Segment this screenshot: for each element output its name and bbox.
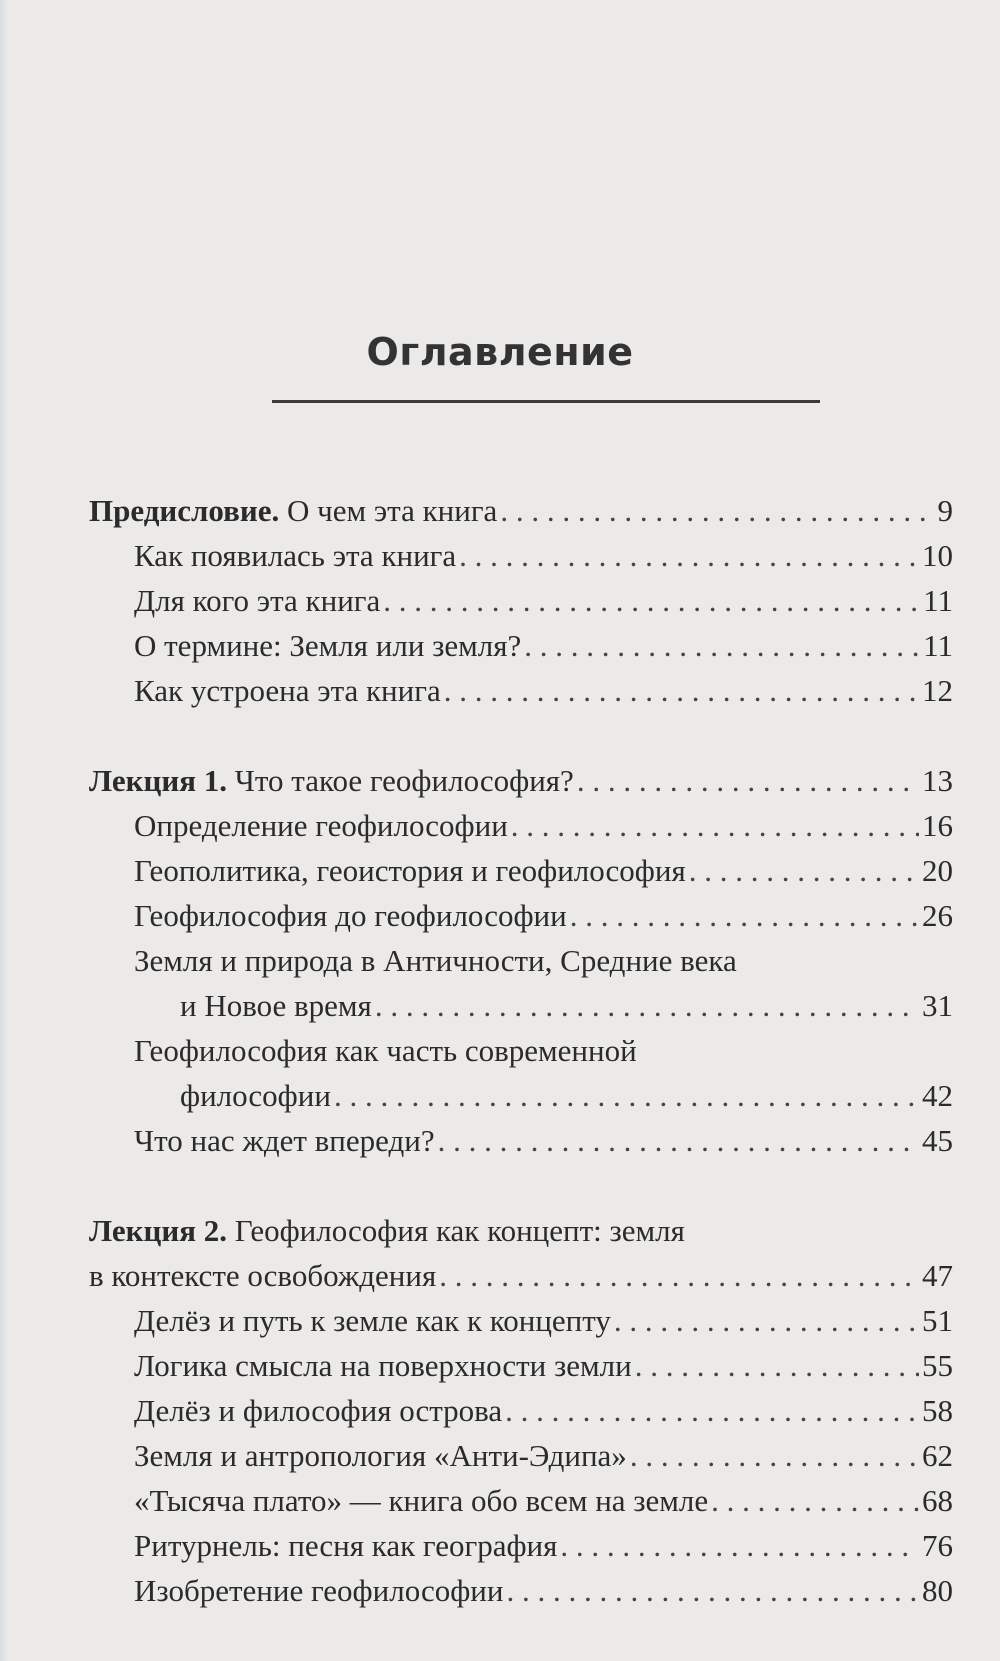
page-number: 42: [922, 1078, 953, 1113]
entry-title: Ритурнель: песня как география: [134, 1528, 558, 1563]
entry-title: Как устроена эта книга: [134, 673, 441, 708]
toc-entry[interactable]: [89, 578, 953, 623]
entry-title: Для кого эта книга: [134, 583, 381, 618]
entry-label-bold: Лекция 1.: [89, 763, 228, 798]
toc-entry[interactable]: [89, 893, 953, 938]
page-number: 58: [922, 1393, 953, 1428]
entry-title: Земля и природа в Античности, Средние века: [134, 943, 737, 978]
entry-title: и Новое время: [180, 988, 372, 1023]
dot-leader: [507, 1568, 920, 1613]
table-of-contents: [89, 488, 953, 1613]
dot-leader: [500, 488, 934, 533]
dot-leader: [577, 758, 919, 803]
toc-entry[interactable]: [89, 938, 953, 983]
toc-entry[interactable]: [89, 1298, 953, 1343]
entry-title: Что нас ждет впереди?: [134, 1123, 435, 1158]
dot-leader: [560, 1523, 919, 1568]
entry-title: Логика смысла на поверхности земли: [134, 1348, 632, 1383]
dot-leader: [383, 578, 920, 623]
dot-leader: [511, 803, 919, 848]
dot-leader: [439, 1253, 919, 1298]
entry-title: Изобретение геофилософии: [134, 1573, 504, 1608]
entry-title: Что такое геофилософия?: [234, 763, 574, 798]
dot-leader: [689, 848, 919, 893]
section-gap: [89, 1163, 953, 1208]
toc-entry[interactable]: [89, 758, 953, 803]
page-number: 20: [922, 853, 953, 888]
toc-entry[interactable]: [89, 1388, 953, 1433]
entry-title: О чем эта книга: [287, 493, 498, 528]
page-number: 62: [922, 1438, 953, 1473]
toc-entry[interactable]: [89, 1028, 953, 1073]
dot-leader: [614, 1298, 919, 1343]
toc-entry[interactable]: [89, 803, 953, 848]
entry-label-bold: Предисловие.: [89, 493, 280, 528]
page-number: 55: [922, 1348, 953, 1383]
toc-entry[interactable]: [89, 533, 953, 578]
dot-leader: [570, 893, 919, 938]
page-number: 11: [923, 628, 953, 663]
page-number: 80: [922, 1573, 953, 1608]
toc-entry[interactable]: [89, 668, 953, 713]
toc-entry[interactable]: [89, 1073, 953, 1118]
page-number: 31: [922, 988, 953, 1023]
toc-entry[interactable]: [89, 848, 953, 893]
entry-title: Как появилась эта книга: [134, 538, 457, 573]
toc-entry[interactable]: [89, 488, 953, 533]
entry-title: Определение геофилософии: [134, 808, 508, 843]
toc-entry[interactable]: [89, 623, 953, 668]
entry-title: Геофилософия как концепт: земля: [234, 1213, 685, 1248]
page-number: 51: [922, 1303, 953, 1338]
toc-entry[interactable]: [89, 983, 953, 1028]
page-number: 11: [923, 583, 953, 618]
entry-title: Геофилософия до геофилософии: [134, 898, 567, 933]
page-number: 9: [937, 493, 953, 528]
page-number: 12: [922, 673, 953, 708]
toc-entry[interactable]: [89, 1343, 953, 1388]
page-title: Оглавление: [366, 330, 634, 374]
entry-title: Геополитика, геоистория и геофилософия: [134, 853, 686, 888]
dot-leader: [444, 668, 919, 713]
dot-leader: [505, 1388, 919, 1433]
page-number: 45: [922, 1123, 953, 1158]
entry-title: философии: [180, 1078, 331, 1113]
page-edge: [0, 0, 8, 1661]
page-number: 10: [922, 538, 953, 573]
toc-entry[interactable]: [89, 1433, 953, 1478]
entry-title: Геофилософия как часть современной: [134, 1033, 637, 1068]
dot-leader: [334, 1073, 919, 1118]
dot-leader: [711, 1478, 919, 1523]
title-underline: [272, 400, 820, 403]
page-number: 76: [922, 1528, 953, 1563]
entry-title: Земля и антропология «Анти-Эдипа»: [134, 1438, 627, 1473]
entry-title: в контексте освобождения: [89, 1258, 437, 1293]
entry-title: Делёз и философия острова: [134, 1393, 503, 1428]
entry-title: О термине: Земля или земля?: [134, 628, 522, 663]
dot-leader: [375, 983, 919, 1028]
toc-entry[interactable]: [89, 1568, 953, 1613]
dot-leader: [630, 1433, 919, 1478]
section-gap: [89, 713, 953, 758]
dot-leader: [635, 1343, 919, 1388]
page-number: 68: [922, 1483, 953, 1518]
dot-leader: [459, 533, 919, 578]
page-number: 47: [922, 1258, 953, 1293]
entry-title: Делёз и путь к земле как к концепту: [134, 1303, 611, 1338]
dot-leader: [524, 623, 920, 668]
toc-entry[interactable]: [89, 1208, 953, 1253]
toc-entry[interactable]: [89, 1478, 953, 1523]
entry-label-bold: Лекция 2.: [89, 1213, 228, 1248]
entry-title: «Тысяча плато» — книга обо всем на земле: [134, 1483, 709, 1518]
toc-entry[interactable]: [89, 1253, 953, 1298]
toc-entry[interactable]: [89, 1523, 953, 1568]
dot-leader: [438, 1118, 919, 1163]
page-number: 13: [922, 763, 953, 798]
page-number: 16: [922, 808, 953, 843]
page-number: 26: [922, 898, 953, 933]
toc-entry[interactable]: [89, 1118, 953, 1163]
